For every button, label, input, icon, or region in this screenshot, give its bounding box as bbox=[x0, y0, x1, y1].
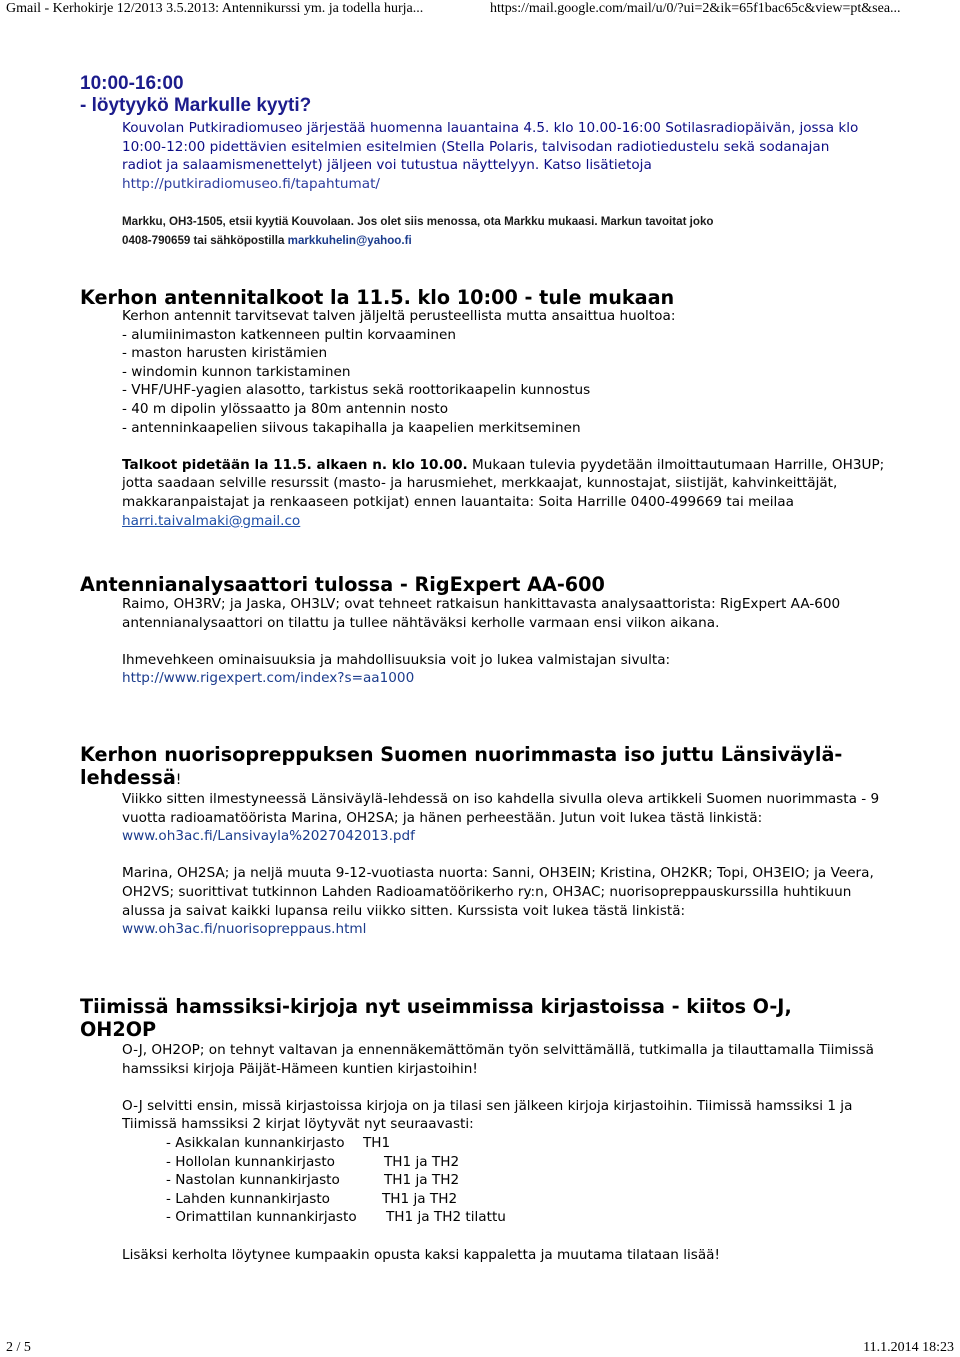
tiimissa-paragraph: O-J, OH2OP; on tehnyt valtavan ja ennennäkemättömän työn selvittämällä, tutkimalla ja tilauttamalla Tiimissä hamssiksi kirjoja Päijät-Hämeen kuntien kirjastoihin! bbox=[122, 1042, 874, 1077]
library-books: TH1 ja TH2 bbox=[384, 1153, 460, 1170]
lead-heading-time: 10:00-16:00 bbox=[80, 73, 184, 94]
section-title-tiimissa: Tiimissä hamssiksi-kirjoja nyt useimmissa kirjastoissa - kiitos O-J, OH2OP bbox=[80, 995, 792, 1041]
lead-paragraph bbox=[122, 119, 867, 193]
lansivayla-pdf-link[interactable]: www.oh3ac.fi/Lansivayla%2027042013.pdf bbox=[122, 828, 415, 845]
list-item: - maston harusten kiristämien bbox=[122, 345, 328, 362]
list-item bbox=[166, 1190, 892, 1209]
lead-note-phone: 0408-790659 tai sähköpostilla bbox=[122, 234, 285, 247]
rigexpert-paragraph: Raimo, OH3RV; ja Jaska, OH3LV; ovat tehneet ratkaisun hankittavasta analysaattorista: RigExpert AA-600 antennianalysaattori on tilattu ja tullee nähtäväksi kerholle varmaan ensi viikon aikana. bbox=[122, 596, 841, 631]
lansivayla-paragraph: Viikko sitten ilmestyneessä Länsiväylä-lehdessä on iso kahdella sivulla oleva artikkeli Suomen nuorimmasta - 9 vuotta radioamatöörista Marina, OH2SA; ja hänen perheestään. Jutun voit lukea tästä linkistä: bbox=[122, 791, 880, 826]
section-title-antennitalkoot: Kerhon antennitalkoot la 11.5. klo 10:00 - tule mukaan bbox=[80, 286, 675, 309]
print-timestamp: 11.1.2014 18:23 bbox=[863, 1340, 954, 1355]
harri-email-link[interactable]: harri.taivalmaki@gmail.co bbox=[122, 512, 301, 529]
lansivayla-title-tail: ! bbox=[175, 772, 182, 788]
library-name: - Lahden kunnankirjasto bbox=[166, 1190, 330, 1207]
talkoot-intro: Kerhon antennit tarvitsevat talven jäljeltä perusteellista mutta ansaittua huoltoa: bbox=[122, 308, 676, 324]
talkoot-text: Mukaan tulevia pyydetään ilmoittautumaan Harrille, OH3UP; jotta saadaan selville resurssit (masto- ja harusmiehet, merkkaajat, kunnostajat, siistijät, kahvinkeittäjät, makkaranpaistajat ja renkaaseen potkijat) ennen lauantaita: Soita Harrille 0400-499669 tai meilaa bbox=[122, 456, 885, 510]
print-header-url: https://mail.google.com/mail/u/0/?ui=2&ik=65f1bac65c&view=pt&sea... bbox=[490, 1, 901, 16]
library-books: TH1 ja TH2 bbox=[382, 1190, 458, 1207]
lead-note bbox=[122, 212, 822, 250]
list-item: - alumiinimaston katkenneen pultin korvaaminen bbox=[122, 326, 456, 343]
list-item bbox=[166, 1134, 892, 1153]
rigexpert-intro: Ihmevehkeen ominaisuuksia ja mahdollisuuksia voit jo lukea valmistajan sivulta: bbox=[122, 651, 671, 668]
library-name: - Hollolan kunnankirjasto bbox=[166, 1153, 335, 1170]
list-item bbox=[166, 1153, 892, 1172]
nuorisopreppaus-text: Marina, OH2SA; ja neljä muuta 9-12-vuotiasta nuorta: Sanni, OH3EIN; Kristina, OH2KR; Topi, OH3EIO; ja Veera, OH2VS; suorittivat tutkinnon Lahden Radioamatöörikerho ry:n, OH3AC; nuorisopreppauskurssilla huhtikuun alussa ja saivat kaikki lupansa reilu viikko sitten. Kurssista voit lukea tästä linkistä: bbox=[122, 865, 874, 919]
list-item bbox=[166, 1171, 892, 1190]
talkoot-date: Talkoot pidetään la 11.5. alkaen n. klo 10.00. bbox=[122, 456, 468, 473]
rigexpert-link[interactable]: http://www.rigexpert.com/index?s=aa1000 bbox=[122, 670, 415, 687]
list-item: - VHF/UHF-yagien alasotto, tarkistus sekä roottorikaapelin kunnostus bbox=[122, 382, 591, 399]
lead-heading bbox=[80, 73, 311, 117]
lead-text: Kouvolan Putkiradiomuseo järjestää huomenna lauantaina 4.5. klo 10.00-16:00 Sotilasradiopäivän, jossa klo 10:00-12:00 pidettävien esitelmien esitelmien (Stella Polaris, talvisodan radiotiedustelu sekä sodanajan radiot ja salaamismenettelyt) jäljeen voi tutustua näyttelyyn. Katso lisätietoja bbox=[122, 120, 859, 174]
lead-note-line1: Markku, OH3-1505, etsii kyytiä Kouvolaan. Jos olet siis menossa, ota Markku mukaasi. Markun tavoitat joko bbox=[122, 215, 714, 228]
section-title-rigexpert: Antennianalysaattori tulossa - RigExpert AA-600 bbox=[80, 573, 605, 596]
nuorisopreppaus-link[interactable]: www.oh3ac.fi/nuorisopreppaus.html bbox=[122, 921, 367, 938]
library-books: TH1 bbox=[363, 1134, 391, 1151]
section-body-rigexpert bbox=[122, 595, 892, 688]
print-header-title: Gmail - Kerhokirje 12/2013 3.5.2013: Antennikurssi ym. ja todella hurja... bbox=[6, 1, 424, 16]
lead-heading-question: - löytyykö Markulle kyyti? bbox=[80, 95, 312, 116]
markku-email-link[interactable]: markkuhelin@yahoo.fi bbox=[287, 234, 412, 247]
section-body-tiimissa bbox=[122, 1041, 892, 1264]
library-name: - Asikkalan kunnankirjasto bbox=[166, 1134, 345, 1151]
talkoot-paragraph bbox=[122, 456, 892, 530]
section-body-antennitalkoot bbox=[122, 307, 892, 530]
lansivayla-title-text: Kerhon nuorisopreppuksen Suomen nuorimmasta iso juttu Länsiväylä-lehdessä bbox=[80, 743, 843, 789]
list-item: - 40 m dipolin ylössaatto ja 80m antennin nosto bbox=[122, 400, 449, 417]
tiimissa-intro: O-J selvitti ensin, missä kirjastoissa kirjoja on ja tilasi sen jälkeen kirjoja kirjastoihin. Tiimissä hamssiksi 1 ja Tiimissä hamssiksi 2 kirjat löytyvät nyt seuraavasti: bbox=[122, 1097, 853, 1133]
library-list bbox=[122, 1134, 892, 1227]
page-number: 2 / 5 bbox=[6, 1340, 31, 1355]
print-footer bbox=[6, 1339, 954, 1357]
section-title-lansivayla bbox=[80, 743, 870, 792]
nuorisopreppaus-paragraph bbox=[122, 864, 892, 938]
library-books: TH1 ja TH2 bbox=[384, 1172, 460, 1189]
list-item bbox=[166, 1208, 892, 1227]
library-books: TH1 ja TH2 tilattu bbox=[386, 1209, 506, 1226]
library-name: - Nastolan kunnankirjasto bbox=[166, 1172, 340, 1189]
lead-note-line2 bbox=[122, 231, 822, 250]
list-item: - windomin kunnon tarkistaminen bbox=[122, 363, 351, 380]
putkiradiomuseo-link[interactable]: http://putkiradiomuseo.fi/tapahtumat/ bbox=[122, 175, 381, 192]
section-body-lansivayla bbox=[122, 790, 892, 939]
library-name: - Orimattilan kunnankirjasto bbox=[166, 1209, 357, 1226]
list-item: - antenninkaapelien siivous takapihalla ja kaapelien merkitseminen bbox=[122, 419, 581, 436]
tiimissa-closing: Lisäksi kerholta löytynee kumpaakin opusta kaksi kappaletta ja muutama tilataan lisää! bbox=[122, 1246, 720, 1263]
